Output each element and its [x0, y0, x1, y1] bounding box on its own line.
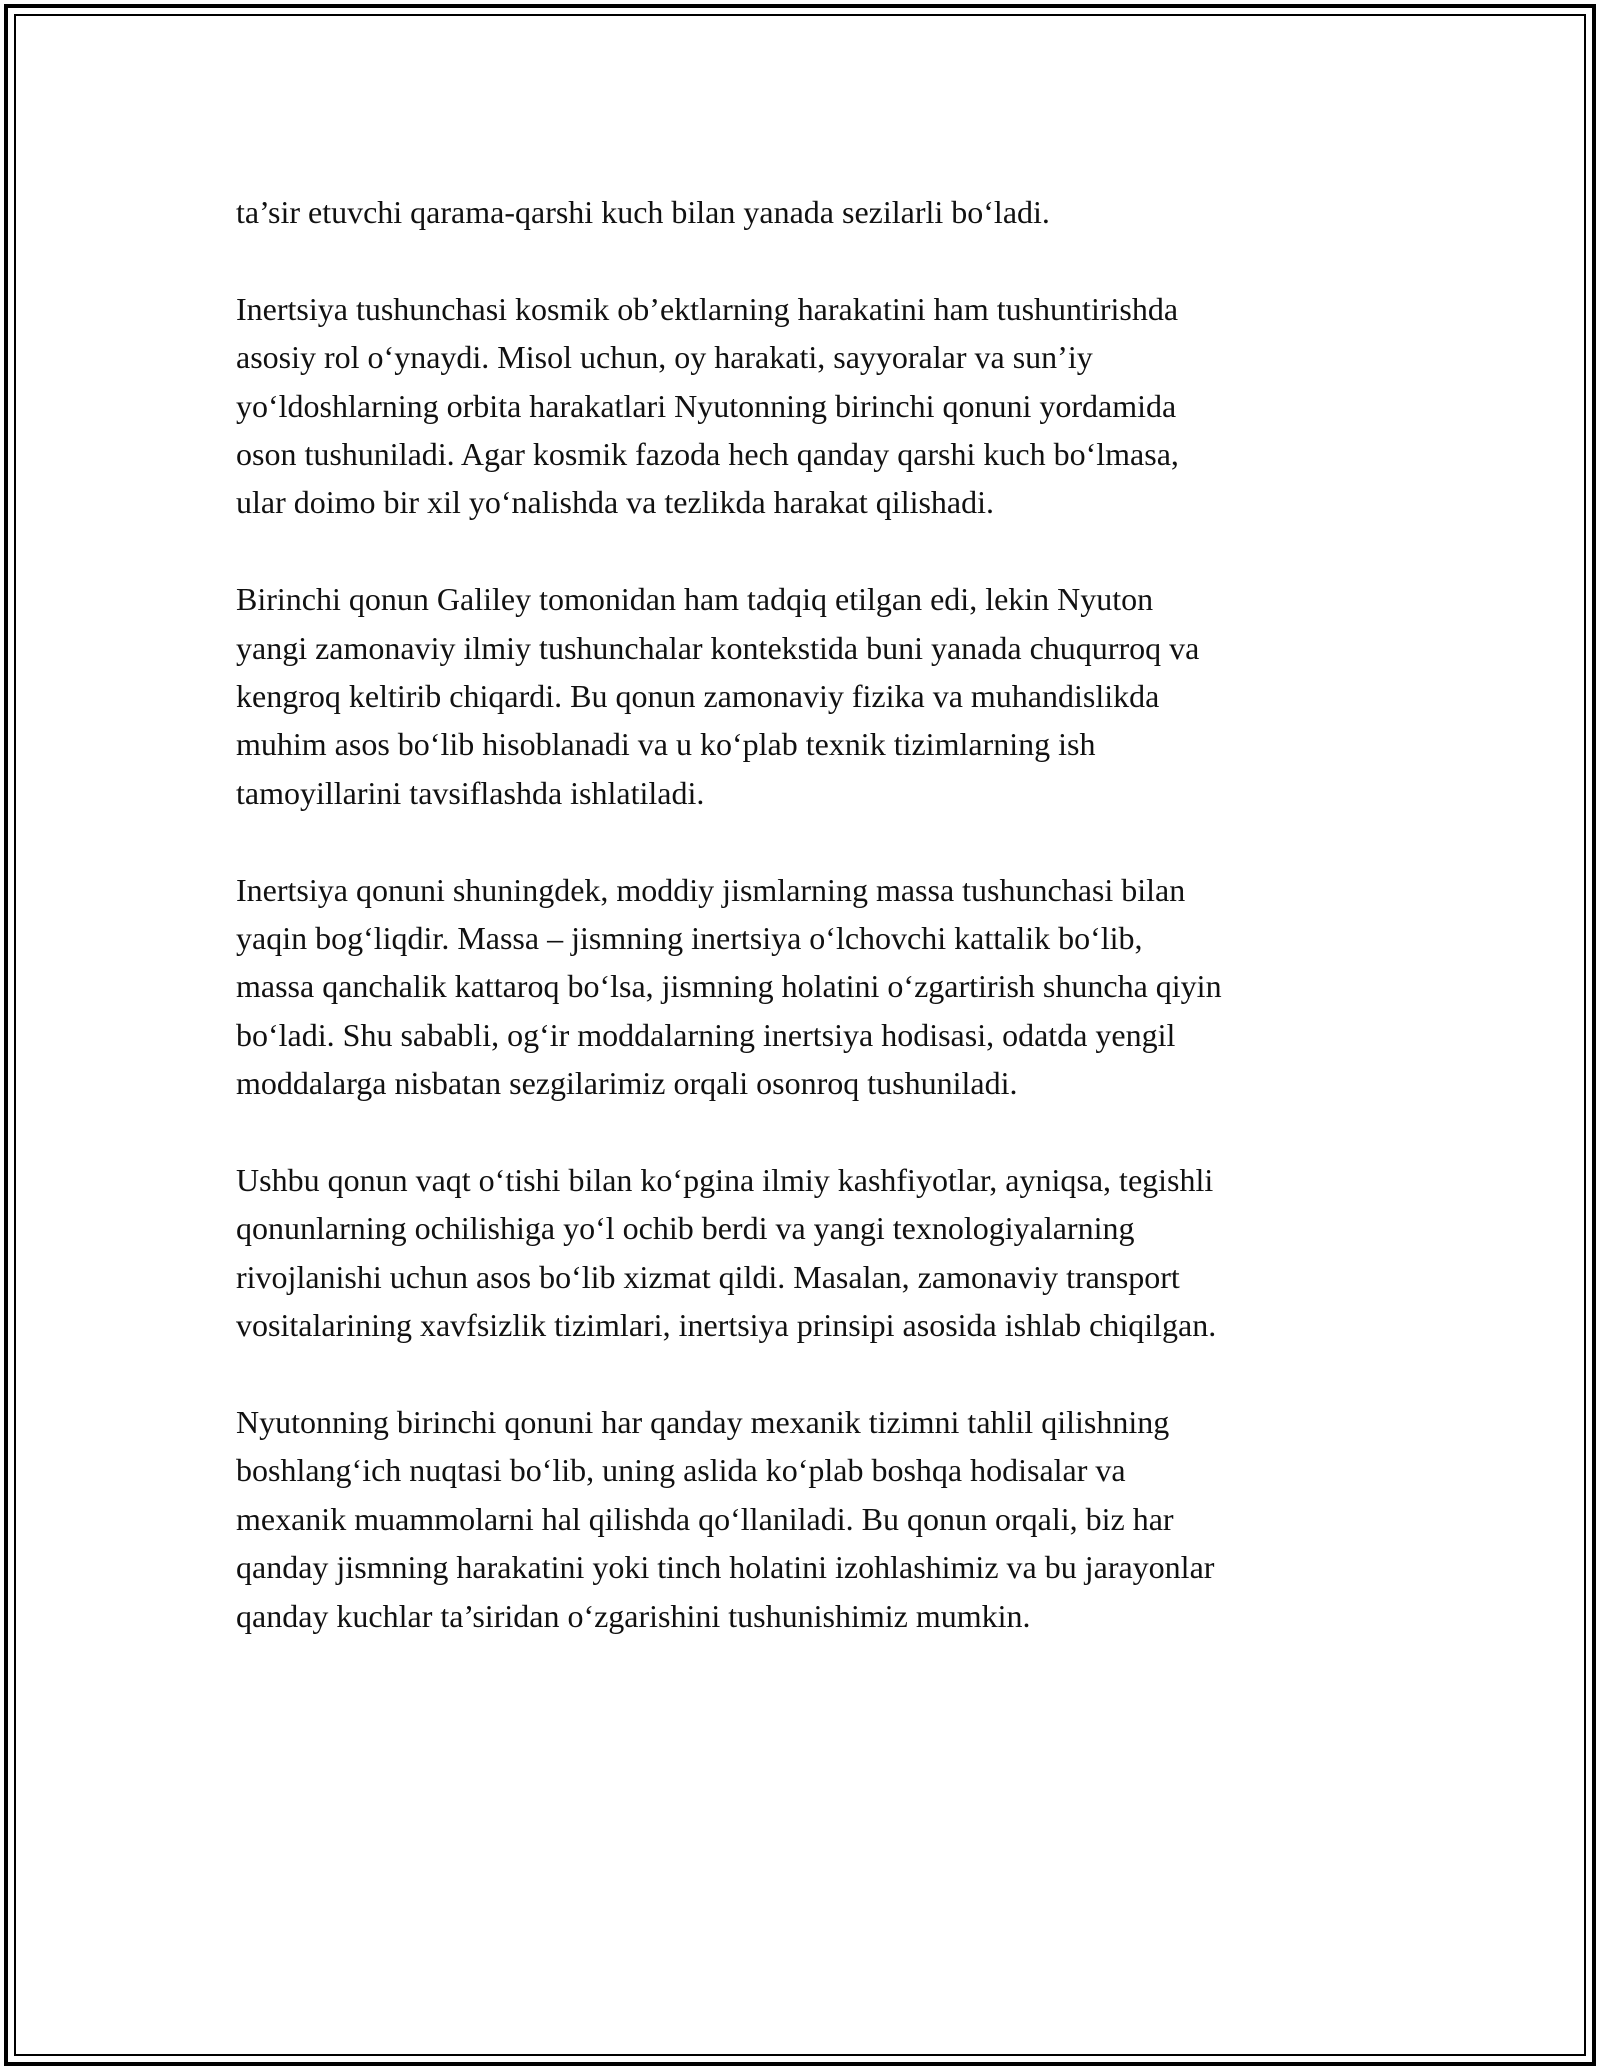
paragraph-5: Ushbu qonun vaqt o‘tishi bilan ko‘pgina ilmiy kashfiyotlar, ayniqsa, tegishli qonunlarning ochilishiga yo‘l ochib berdi va yangi texnologiyalarning rivojlanishi uchun asos bo‘lib xizmat qildi. Masalan, zamonaviy transport vositalarining xavfsizlik tizimlari, inertsiya prinsipi asosida ishlab chiqilgan. [236, 1162, 1217, 1344]
paragraph-4: Inertsiya qonuni shuningdek, moddiy jismlarning massa tushunchasi bilan yaqin bog‘liqdir. Massa – jismning inertsiya o‘lchovchi kattalik bo‘lib, massa qanchalik kattaroq bo‘lsa, jismning holatini o‘zgartirish shuncha qiyin bo‘ladi. Shu sababli, og‘ir moddalarning inertsiya hodisasi, odatda yengil moddalarga nisbatan sezgilarimiz orqali osonroq tushuniladi. [236, 871, 1222, 1102]
document-body [236, 188, 1436, 1640]
paragraph-6: Nyutonning birinchi qonuni har qanday mexanik tizimni tahlil qilishning boshlang‘ich nuqtasi bo‘lib, uning aslida ko‘plab boshqa hodisalar va mexanik muammolarni hal qilishda qo‘llaniladi. Bu qonun orqali, biz har qanday jismning harakatini yoki tinch holatini izohlashimiz va bu jarayonlar qanday kuchlar ta’siridan o‘zgarishini tushunishimiz mumkin. [236, 1404, 1215, 1634]
paragraph-3: Birinchi qonun Galiley tomonidan ham tadqiq etilgan edi, lekin Nyuton yangi zamonaviy ilmiy tushunchalar kontekstida buni yanada chuqurroq va kengroq keltirib chiqardi. Bu qonun zamonaviy fizika va muhandislikda muhim asos bo‘lib hisoblanadi va u ko‘plab texnik tizimlarning ish tamoyillarini tavsiflashda ishlatiladi. [236, 581, 1200, 811]
paragraph-1: ta’sir etuvchi qarama-qarshi kuch bilan yanada sezilarli bo‘ladi. [236, 194, 1050, 230]
paragraph-2: Inertsiya tushunchasi kosmik ob’ektlarning harakatini ham tushuntirishda asosiy rol o‘ynaydi. Misol uchun, oy harakati, sayyoralar va sun’iy yo‘ldoshlarning orbita harakatlari Nyutonning birinchi qonuni yordamida oson tushuniladi. Agar kosmik fazoda hech qanday qarshi kuch bo‘lmasa, ular doimo bir xil yo‘nalishda va tezlikda harakat qilishadi. [236, 290, 1179, 521]
